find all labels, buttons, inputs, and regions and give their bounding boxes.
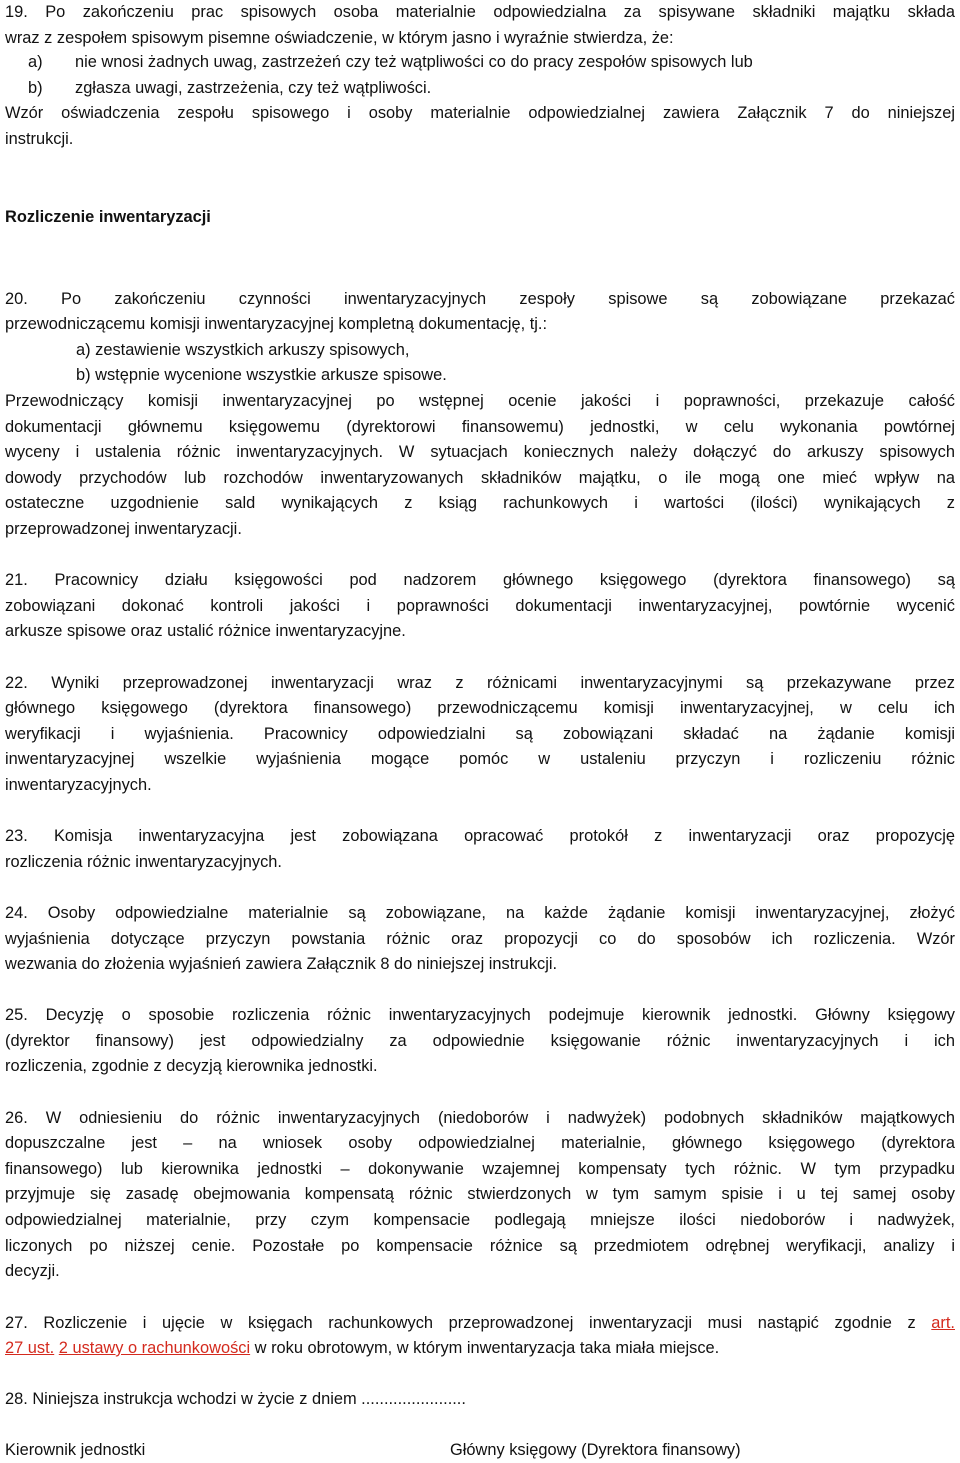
paragraph-26-line-7: decyzji.	[5, 1262, 60, 1280]
paragraph-27-line-2	[5, 1338, 719, 1358]
paragraph-19-line-6: instrukcji.	[5, 130, 74, 148]
paragraph-19-line-1: 19. Po zakończeniu prac spisowych osoba materialnie odpowiedzialna za spisywane składniki majątku składa	[5, 3, 955, 21]
list-label-a: a)	[28, 53, 43, 71]
law-link-art[interactable]: art.	[931, 1314, 955, 1332]
list-item-a	[28, 52, 753, 72]
law-link-ust[interactable]: 27 ust.	[5, 1339, 55, 1357]
paragraph-26-line-1: 26. W odniesieniu do różnic inwentaryzacyjnych (niedoborów i nadwyżek) podobnych składników majątkowych	[5, 1109, 955, 1127]
paragraph-26-line-3: finansowego) lub kierownika jednostki – dokonywanie wzajemnej kompensaty tych różnic. W tym przypadku	[5, 1160, 955, 1178]
paragraph-21-line-1: 21. Pracownicy działu księgowości pod nadzorem głównego księgowego (dyrektora finansowego) są	[5, 571, 955, 589]
paragraph-22-line-3: weryfikacji i wyjaśnienia. Pracownicy odpowiedzialni są zobowiązani składać na żądanie komisji	[5, 725, 955, 743]
paragraph-22-line-1: 22. Wyniki przeprowadzonej inwentaryzacji wraz z różnicami inwentaryzacyjnymi są przekazywane przez	[5, 674, 955, 692]
paragraph-27-line-1	[5, 1313, 955, 1333]
paragraph-20-line-6: dokumentacji głównemu księgowemu (dyrektorowi finansowemu) jednostki, w celu wykonania powtórnej	[5, 418, 955, 436]
law-link-ustawa[interactable]: 2 ustawy o rachunkowości	[58, 1339, 251, 1357]
paragraph-28: 28. Niniejsza instrukcja wchodzi w życie z dniem .......................	[5, 1390, 466, 1408]
paragraph-25-line-1: 25. Decyzję o sposobie rozliczenia różnic inwentaryzacyjnych podejmuje kierownik jednostki. Główny księgowy	[5, 1006, 955, 1024]
paragraph-26-line-6: liczonych po niższej cenie. Pozostałe po kompensacie różnice są przedmiotem odrębnej weryfikacji, analizy i	[5, 1237, 955, 1255]
paragraph-26-line-4: przyjmuje się zasadę obejmowania kompensatą różnic stwierdzonych w tym samym spisie i u tej samej osoby	[5, 1185, 955, 1203]
paragraph-21-line-3: arkusze spisowe oraz ustalić różnice inwentaryzacyjne.	[5, 622, 406, 640]
paragraph-20-line-9: ostateczne uzgodnienie sald wynikających z ksiąg rachunkowych i wartości (ilości) wynikających z	[5, 494, 955, 512]
signature-ksiegowy: Główny księgowy (Dyrektora finansowy)	[450, 1441, 741, 1459]
paragraph-23-line-2: rozliczenia różnic inwentaryzacyjnych.	[5, 853, 282, 871]
paragraph-20-item-a: a) zestawienie wszystkich arkuszy spisowych,	[76, 341, 410, 359]
paragraph-25-line-3: rozliczenia, zgodnie z decyzją kierownika jednostki.	[5, 1057, 378, 1075]
paragraph-20-line-2: przewodniczącemu komisji inwentaryzacyjnej kompletną dokumentację, tj.:	[5, 315, 548, 333]
paragraph-26-line-2: dopuszczalne jest – na wniosek osoby odpowiedzialnej materialnie, głównego księgowego (dyrektora	[5, 1134, 955, 1152]
list-item-b	[28, 78, 431, 98]
paragraph-19-line-5: Wzór oświadczenia zespołu spisowego i osoby materialnie odpowiedzialnej zawiera Załącznik 7 do niniejszej	[5, 104, 955, 122]
paragraph-26-line-5: odpowiedzialnej materialnie, przy czym kompensacie podlegają mniejsze ilości niedoborów i nadwyżek,	[5, 1211, 955, 1229]
paragraph-21-line-2: zobowiązani dokonać kontroli jakości i poprawności dokumentacji inwentaryzacyjnej, powtórnie wycenić	[5, 597, 955, 615]
paragraph-22-line-5: inwentaryzacyjnych.	[5, 776, 152, 794]
paragraph-23-line-1: 23. Komisja inwentaryzacyjna jest zobowiązana opracować protokół z inwentaryzacji oraz propozycję	[5, 827, 955, 845]
paragraph-27-text-end: w roku obrotowym, w którym inwentaryzacja taka miała miejsce.	[254, 1339, 720, 1357]
paragraph-24-line-3: wezwania do złożenia wyjaśnień zawiera Załącznik 8 do niniejszej instrukcji.	[5, 955, 558, 973]
paragraph-27-text: 27. Rozliczenie i ujęcie w księgach rachunkowych przeprowadzonej inwentaryzacji musi nastąpić zgodnie z	[5, 1314, 916, 1332]
paragraph-20-line-7: wyceny i ustalenia różnic inwentaryzacyjnych. W sytuacjach koniecznych należy dołączyć do arkuszy spisowych	[5, 443, 955, 461]
list-text-b: zgłasza uwagi, zastrzeżenia, czy też wątpliwości.	[75, 79, 432, 97]
list-text-a: nie wnosi żadnych uwag, zastrzeżeń czy też wątpliwości co do pracy zespołów spisowych lub	[75, 53, 753, 71]
signature-kierownik: Kierownik jednostki	[5, 1441, 146, 1459]
paragraph-22-line-2: głównego księgowego (dyrektora finansowego) przewodniczącemu komisji inwentaryzacyjnej, w celu ich	[5, 699, 955, 717]
section-heading: Rozliczenie inwentaryzacji	[5, 208, 211, 226]
paragraph-24-line-1: 24. Osoby odpowiedzialne materialnie są zobowiązane, na każde żądanie komisji inwentaryzacyjnej, złożyć	[5, 904, 955, 922]
paragraph-20-line-10: przeprowadzonej inwentaryzacji.	[5, 520, 242, 538]
paragraph-24-line-2: wyjaśnienia dotyczące przyczyn powstania różnic oraz propozycji co do sposobów ich rozliczenia. Wzór	[5, 930, 955, 948]
paragraph-20-line-8: dowody przychodów lub rozchodów inwentaryzowanych składników majątku, o ile mogą one mieć wpływ na	[5, 469, 955, 487]
paragraph-19-line-2: wraz z zespołem spisowym pisemne oświadczenie, w którym jasno i wyraźnie stwierdza, że:	[5, 29, 674, 47]
list-label-b: b)	[28, 79, 43, 97]
paragraph-25-line-2: (dyrektor finansowy) jest odpowiedzialny za odpowiednie księgowanie różnic inwentaryzacyjnych i ich	[5, 1032, 955, 1050]
paragraph-20-line-1: 20. Po zakończeniu czynności inwentaryzacyjnych zespoły spisowe są zobowiązane przekazać	[5, 290, 955, 308]
paragraph-22-line-4: inwentaryzacyjnej wszelkie wyjaśnienia mogące pomóc w ustaleniu przyczyn i rozliczeniu różnic	[5, 750, 955, 768]
paragraph-20-item-b: b) wstępnie wycenione wszystkie arkusze spisowe.	[76, 366, 447, 384]
paragraph-20-line-5: Przewodniczący komisji inwentaryzacyjnej po wstępnej ocenie jakości i poprawności, przekazuje całość	[5, 392, 955, 410]
